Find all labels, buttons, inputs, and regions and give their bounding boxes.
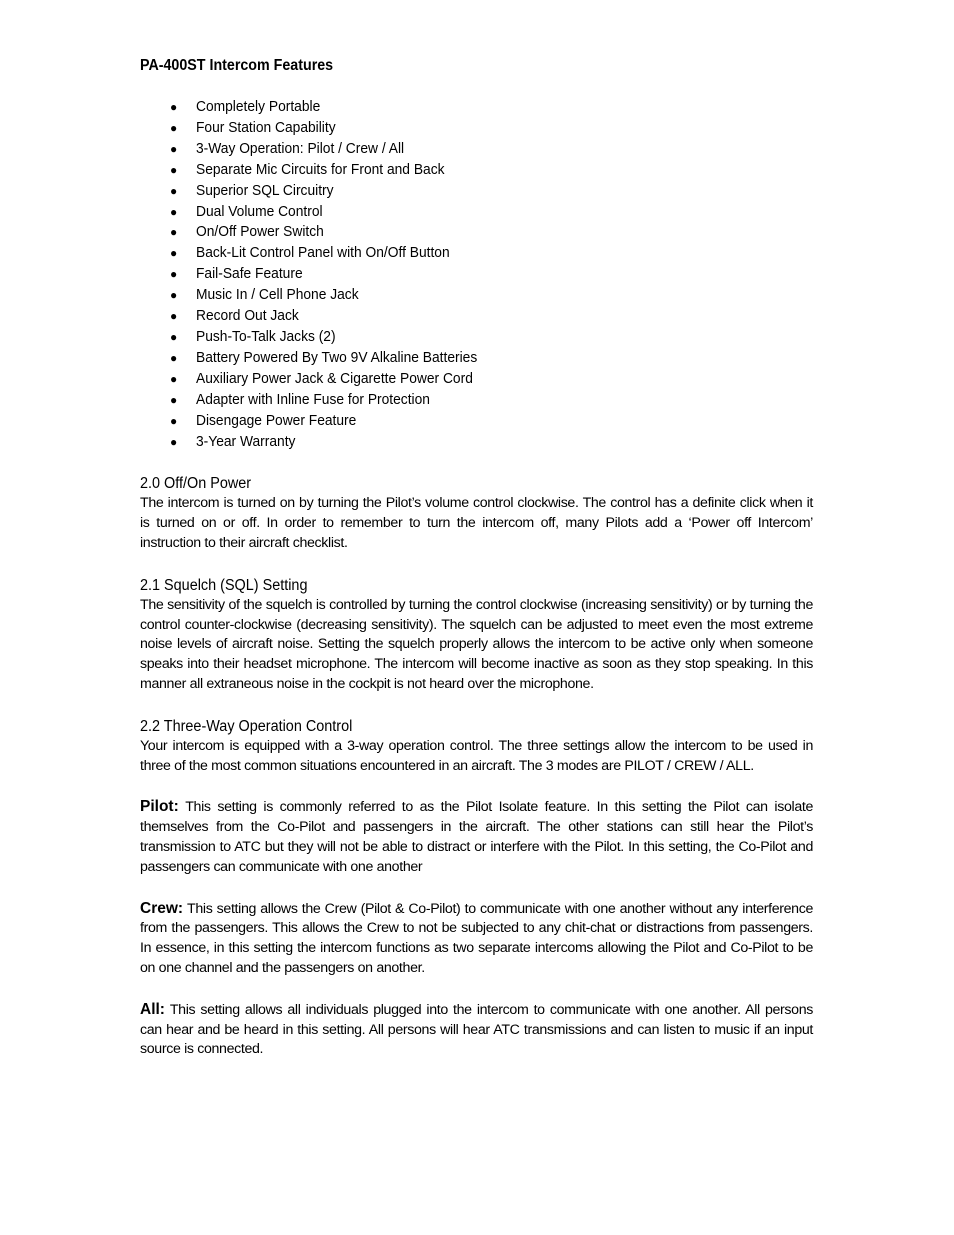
section-heading-three-way: 2.2 Three-Way Operation Control xyxy=(140,717,353,735)
feature-text: Dual Volume Control xyxy=(196,202,323,220)
document-title: PA-400ST Intercom Features xyxy=(140,57,334,74)
feature-list-item xyxy=(140,432,813,453)
feature-text: Superior SQL Circuitry xyxy=(196,181,334,199)
mode-all-label: All: xyxy=(140,1000,165,1018)
mode-pilot-label: Pilot: xyxy=(140,798,179,816)
feature-text: 3-Year Warranty xyxy=(196,432,296,450)
section-body-three-way: Your intercom is equipped with a 3-way operation control. The three settings allow the intercom to be used in three of the most common situations encountered in an aircraft. The 3 modes are PILOT / CREW / ALL. xyxy=(140,737,813,774)
feature-text: Fail-Safe Feature xyxy=(196,265,303,283)
feature-list-item xyxy=(140,222,813,243)
feature-text: Four Station Capability xyxy=(196,118,336,136)
feature-text: Disengage Power Feature xyxy=(196,411,357,429)
bullet-icon: ● xyxy=(170,371,178,386)
mode-all xyxy=(140,1000,813,1060)
bullet-icon: ● xyxy=(170,413,178,428)
feature-list-item xyxy=(140,285,813,306)
feature-list-item xyxy=(140,390,813,411)
feature-text: Separate Mic Circuits for Front and Back xyxy=(196,160,445,178)
section-squelch xyxy=(140,576,813,695)
feature-list-item xyxy=(140,306,813,327)
feature-list-item xyxy=(140,327,813,348)
mode-crew xyxy=(140,899,813,979)
bullet-icon: ● xyxy=(170,162,178,177)
bullet-icon: ● xyxy=(170,267,178,282)
feature-text: On/Off Power Switch xyxy=(196,223,324,241)
feature-list-item xyxy=(140,97,813,118)
mode-pilot-body: This setting is commonly referred to as the Pilot Isolate feature. In this setting the Pilot can isolate themselves from the Co-Pilot and passengers in the aircraft. The other stations can still hear the Pilot’s transmission to ATC but they will not be able to distract or interfere with the Pilot. In this setting, the Co-Pilot and passengers can communicate with one another xyxy=(140,799,813,875)
mode-crew-label: Crew: xyxy=(140,899,184,917)
feature-text: Back-Lit Control Panel with On/Off Button xyxy=(196,244,450,262)
bullet-icon: ● xyxy=(170,141,178,156)
bullet-icon: ● xyxy=(170,350,178,365)
section-power xyxy=(140,474,813,553)
section-three-way xyxy=(140,717,813,777)
section-heading-squelch: 2.1 Squelch (SQL) Setting xyxy=(140,576,308,594)
bullet-icon: ● xyxy=(170,434,178,449)
bullet-icon: ● xyxy=(170,183,178,198)
feature-text: 3-Way Operation: Pilot / Crew / All xyxy=(196,139,405,157)
bullet-icon: ● xyxy=(170,120,178,135)
feature-text: Battery Powered By Two 9V Alkaline Batteries xyxy=(196,348,478,366)
feature-text: Auxiliary Power Jack & Cigarette Power Cord xyxy=(196,369,473,387)
feature-list-item xyxy=(140,160,813,181)
feature-text: Push-To-Talk Jacks (2) xyxy=(196,327,336,345)
bullet-icon: ● xyxy=(170,309,178,324)
bullet-icon: ● xyxy=(170,100,178,114)
bullet-icon: ● xyxy=(170,329,178,344)
bullet-icon: ● xyxy=(170,288,178,303)
feature-text: Completely Portable xyxy=(196,98,321,115)
bullet-icon: ● xyxy=(170,225,178,240)
bullet-icon: ● xyxy=(170,246,178,261)
feature-list-item xyxy=(140,118,813,139)
feature-list-item xyxy=(140,243,813,264)
feature-list xyxy=(140,97,813,452)
feature-text: Music In / Cell Phone Jack xyxy=(196,286,359,304)
feature-list-item xyxy=(140,411,813,432)
feature-list-item xyxy=(140,202,813,223)
section-heading-power: 2.0 Off/On Power xyxy=(140,475,252,493)
feature-list-item xyxy=(140,348,813,369)
bullet-icon: ● xyxy=(170,204,178,219)
feature-list-item xyxy=(140,181,813,202)
feature-text: Adapter with Inline Fuse for Protection xyxy=(196,390,430,408)
feature-text: Record Out Jack xyxy=(196,307,299,325)
section-body-squelch: The sensitivity of the squelch is controlled by turning the control clockwise (increasing sensitivity) or by turning the control counter-clockwise (decreasing sensitivity). The squelch can be adjusted to meet even the most extreme noise levels of aircraft noise. Setting the squelch properly allows the intercom to be active only when someone speaks into their headset microphone. The intercom will become inactive as soon as they stop speaking. In this manner all extraneous noise in the cockpit is not heard over the microphone. xyxy=(140,596,813,692)
document-page xyxy=(140,55,813,1060)
mode-pilot xyxy=(140,797,813,877)
feature-list-item xyxy=(140,264,813,285)
feature-list-item xyxy=(140,369,813,390)
bullet-icon: ● xyxy=(170,392,178,407)
mode-crew-body: This setting allows the Crew (Pilot & Co-Pilot) to communicate with one another without any interference from the passengers. This allows the Crew to not be subjected to any chit-chat or distractions from passengers. In essence, in this setting the intercom functions as two separate intercoms allowing the Pilot and Co-Pilot to be on one channel and the passengers on another. xyxy=(140,900,813,976)
mode-all-body: This setting allows all individuals plugged into the intercom to communicate with one another. All persons can hear and be heard in this setting. All persons will hear ATC transmissions and can listen to music if an input source is connected. xyxy=(140,1001,813,1058)
section-body-power: The intercom is turned on by turning the Pilot’s volume control clockwise. The control has a definite click when it is turned on or off. In order to remember to turn the intercom off, many Pilots add a ‘Power off Intercom’ instruction to their aircraft checklist. xyxy=(140,495,813,551)
feature-list-item xyxy=(140,139,813,160)
